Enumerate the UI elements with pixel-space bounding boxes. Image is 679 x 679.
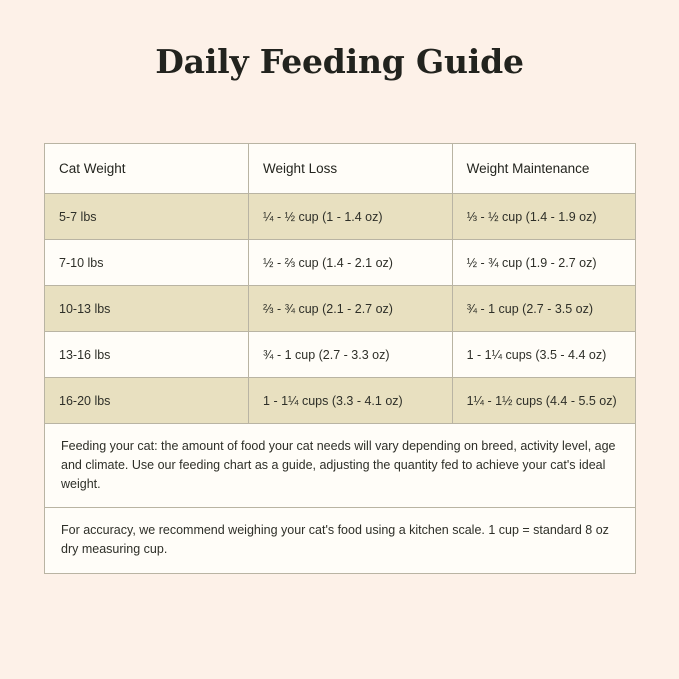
table-header — [45, 144, 635, 194]
note-feeding-guidance: Feeding your cat: the amount of food your cat needs will vary depending on breed, activity level, age and climate. Use our feeding chart as a guide, adjusting the quantity fed to achieve your cat's ideal weight. — [45, 424, 635, 508]
feeding-table-container — [44, 143, 636, 574]
cell-weight-loss: ½ - ⅔ cup (1.4 - 2.1 oz) — [249, 240, 453, 286]
cell-weight-maintenance: ⅓ - ½ cup (1.4 - 1.9 oz) — [452, 194, 635, 240]
cell-cat-weight: 5-7 lbs — [45, 194, 249, 240]
table-notes — [45, 424, 635, 573]
cell-weight-maintenance: ¾ - 1 cup (2.7 - 3.5 oz) — [452, 286, 635, 332]
cell-cat-weight: 16-20 lbs — [45, 378, 249, 424]
table-row — [45, 332, 635, 378]
cell-weight-maintenance: 1¼ - 1½ cups (4.4 - 5.5 oz) — [452, 378, 635, 424]
cell-weight-loss: ¾ - 1 cup (2.7 - 3.3 oz) — [249, 332, 453, 378]
cell-weight-loss: 1 - 1¼ cups (3.3 - 4.1 oz) — [249, 378, 453, 424]
column-header-weight-maintenance: Weight Maintenance — [452, 144, 635, 194]
feeding-table — [45, 144, 635, 424]
column-header-weight-loss: Weight Loss — [249, 144, 453, 194]
table-row — [45, 286, 635, 332]
cell-weight-maintenance: ½ - ¾ cup (1.9 - 2.7 oz) — [452, 240, 635, 286]
column-header-cat-weight: Cat Weight — [45, 144, 249, 194]
cell-weight-loss: ⅔ - ¾ cup (2.1 - 2.7 oz) — [249, 286, 453, 332]
page-title: Daily Feeding Guide — [155, 42, 524, 81]
table-row — [45, 194, 635, 240]
table-row — [45, 240, 635, 286]
cell-cat-weight: 10-13 lbs — [45, 286, 249, 332]
cell-cat-weight: 7-10 lbs — [45, 240, 249, 286]
table-body — [45, 194, 635, 424]
cell-weight-loss: ¼ - ½ cup (1 - 1.4 oz) — [249, 194, 453, 240]
table-header-row — [45, 144, 635, 194]
table-row — [45, 378, 635, 424]
note-accuracy: For accuracy, we recommend weighing your cat's food using a kitchen scale. 1 cup = standard 8 oz dry measuring cup. — [61, 523, 609, 556]
cell-cat-weight: 13-16 lbs — [45, 332, 249, 378]
cell-weight-maintenance: 1 - 1¼ cups (3.5 - 4.4 oz) — [452, 332, 635, 378]
